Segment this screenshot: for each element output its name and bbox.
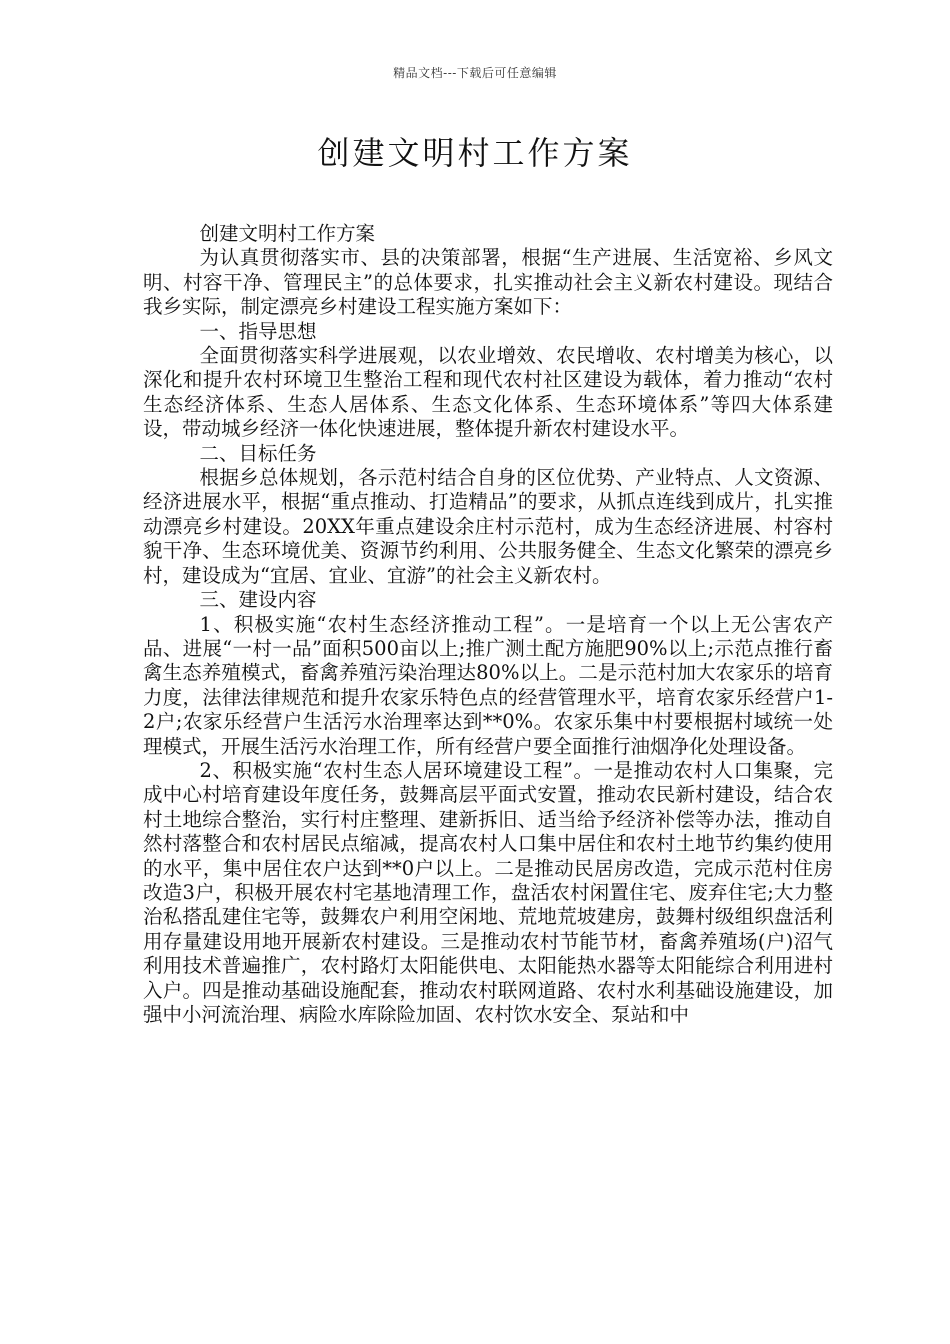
document-title: 创建文明村工作方案 bbox=[317, 134, 633, 172]
body-paragraph: 创建文明村工作方案 bbox=[199, 222, 376, 245]
section-heading: 二、目标任务 bbox=[199, 441, 317, 465]
body-paragraph: 1、积极实施“农村生态经济推动工程”。一是培育一个以上无公害农产品、进展“一村一品”面积500亩以上;推广测土配方施肥90%以上;示范点推行畜禽生态养殖模式，畜禽养殖污染治理达80%以上。二是示范村加大农家乐的培育力度，法律法律规范和提升农家乐特色点的经营管理水平，培育农家乐经营户1-2户;农家乐经营户生活污水治理率达到**0%。农家乐集中村要根据村域统一处理模式，开展生活污水治理工作，所有经营户要全面推行油烟净化处理设备。 bbox=[143, 612, 833, 758]
body-paragraph: 2、积极实施“农村生态人居环境建设工程”。一是推动农村人口集聚，完成中心村培育建设年度任务，鼓舞高层平面式安置，推动农民新村建设，结合农村土地综合整治，实行村庄整理、建新拆旧、适当给予经济补偿等办法，推动自然村落整合和农村居民点缩减，提高农村人口集中居住和农村土地节约集约使用的水平，集中居住农户达到**0户以上。二是推动民居房改造，完成示范村住房改造3户，积极开展农村宅基地清理工作，盘活农村闲置住宅、废弃住宅;大力整治私搭乱建住宅等，鼓舞农户利用空闲地、荒地荒坡建房，鼓舞村级组织盘活利用存量建设用地开展新农村建设。三是推动农村节能节材，畜禽养殖场(户)沼气利用技术普遍推广，农村路灯太阳能供电、太阳能热水器等太阳能综合利用进村入户。四是推动基础设施配套，推动农村联网道路、农村水利基础设施建设，加强中小河流治理、病险水库除险加固、农村饮水安全、泵站和中 bbox=[143, 758, 833, 1026]
body-paragraph: 根据乡总体规划，各示范村结合自身的区位优势、产业特点、人文资源、经济进展水平，根据“重点推动、打造精品”的要求，从抓点连线到成片，扎实推动漂亮乡村建设。20XX年重点建设余庄村示范村，成为生态经济进展、村容村貌干净、生态环境优美、资源节约利用、公共服务健全、生态文化繁荣的漂亮乡村，建设成为“宜居、宜业、宜游”的社会主义新农村。 bbox=[143, 466, 833, 587]
section-heading: 一、指导思想 bbox=[199, 319, 317, 343]
document-body bbox=[143, 222, 833, 1027]
body-paragraph: 为认真贯彻落实市、县的决策部署，根据“生产进展、生活宽裕、乡风文明、村容干净、管理民主”的总体要求，扎实推动社会主义新农村建设。现结合我乡实际，制定漂亮乡村建设工程实施方案如下： bbox=[143, 246, 833, 319]
section-heading: 三、建设内容 bbox=[199, 588, 317, 612]
header-note: 精品文档---下载后可任意编辑 bbox=[393, 66, 557, 80]
body-paragraph: 全面贯彻落实科学进展观，以农业增效、农民增收、农村增美为核心，以深化和提升农村环境卫生整治工程和现代农村社区建设为载体，着力推动“农村生态经济体系、生态人居体系、生态文化体系、生态环境体系”等四大体系建设，带动城乡经济一体化快速进展，整体提升新农村建设水平。 bbox=[143, 344, 833, 441]
